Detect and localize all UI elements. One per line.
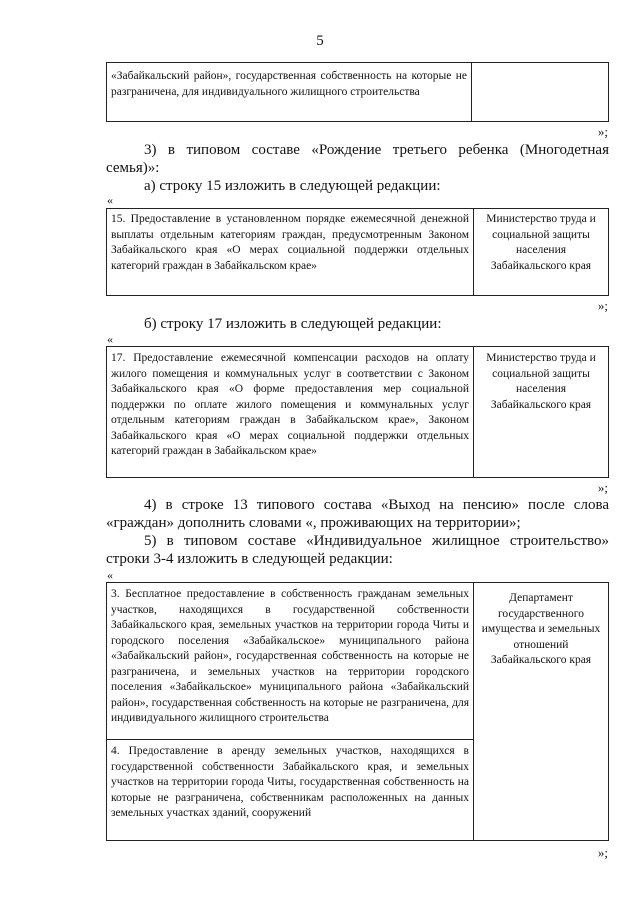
para-item-5: 5) в типовом составе «Индивидуальное жилищное строительство» строки 3-4 изложить в следующей редакции: [106, 533, 609, 567]
row17-agency: Министерство труда и социальной защиты населения Забайкальского края [486, 352, 596, 411]
end-mark-1: »; [597, 124, 608, 139]
end-mark-3: »; [597, 480, 608, 495]
table-rows-3-4 [106, 582, 609, 841]
top-fragment-right-cell [472, 63, 608, 121]
row4-description: 4. Предоставление в аренду земельных участков, находящихся в государственной собственности Забайкальского края, и земельных участков на территории города Читы, государственная собственность на которые не разграничена, собственникам расположенных на данных земельных участках зданий, сооружений [111, 745, 469, 819]
row17-description: 17. Предоставление ежемесячной компенсации расходов на оплату жилого помещения и коммунальных услуг в соответствии с Законом Забайкальского края «О форме предоставления мер социальной поддержки по оплате жилого помещения и коммунальных услуг отдельным категориям граждан в Забайкальском крае», Законом Забайкальского края «О мерах социальной поддержки отдельных категорий граждан в Забайкальском крае» [111, 352, 469, 457]
table-row-17 [106, 346, 609, 478]
page-number: 5 [316, 33, 324, 49]
table-top-fragment [106, 62, 609, 122]
table-row-15 [106, 208, 609, 296]
top-fragment-text: «Забайкальский район», государственная собственность на которые не разграничена, для индивидуального жилищного строительства [111, 70, 467, 98]
para-item-4: 4) в строке 13 типового состава «Выход на пенсию» после слова «граждан» дополнить словами «, проживающих на территории»; [106, 497, 609, 531]
row3-description: 3. Бесплатное предоставление в собственность гражданам земельных участков, находящихся в государственной собственности Забайкальского края, земельных участков на территории города Читы и городского поселения «Забайкальское» муниципального района «Забайкальский район», государственная собственность на которые не разграничена, и земельных участков на территории городского поселения «Забайкальское» муниципального района «Забайкальский район», государственная собственность на которые не разграничена, для индивидуального жилищного строительства [111, 588, 469, 724]
table-row-4 [107, 739, 473, 840]
open-quote-3: « [107, 568, 113, 582]
para-item-3b: б) строку 17 изложить в следующей редакции: [144, 316, 442, 332]
row15-description: 15. Предоставление в установленном порядке ежемесячной денежной выплаты отдельным категориям граждан, предусмотренным Законом Забайкальского края «О мерах социальной поддержки отдельных категорий граждан в Забайкальском крае» [111, 213, 469, 272]
para-item-3a: а) строку 15 изложить в следующей редакции: [144, 178, 441, 194]
end-mark-4: »; [597, 845, 608, 860]
para-item-3: 3) в типовом составе «Рождение третьего ребенка (Многодетная семья)»: [106, 142, 609, 176]
open-quote-1: « [107, 193, 113, 207]
end-mark-2: »; [597, 298, 608, 313]
row15-agency: Министерство труда и социальной защиты населения Забайкальского края [486, 213, 596, 272]
open-quote-2: « [107, 332, 113, 346]
rows-3-4-agency: Департамент государственного имущества и земельных отношений Забайкальского края [481, 592, 601, 666]
table-row-3 [107, 583, 473, 739]
